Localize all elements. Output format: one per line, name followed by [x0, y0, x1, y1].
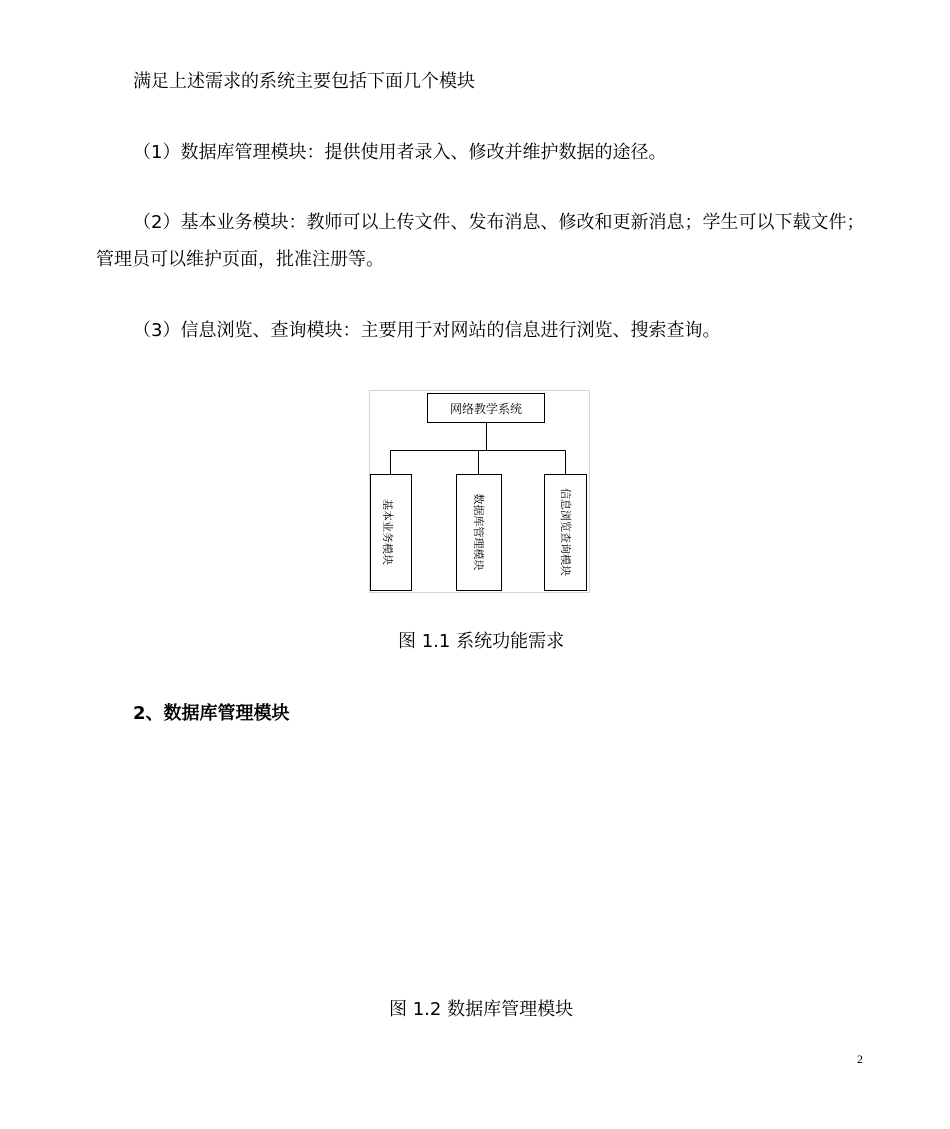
intro-paragraph: 满足上述需求的系统主要包括下面几个模块 [133, 71, 475, 92]
item2-paragraph-line2: 管理员可以维护页面，批准注册等。 [96, 249, 384, 270]
item1-paragraph: （1）数据库管理模块：提供使用者录入、修改并维护数据的途径。 [133, 142, 667, 163]
diagram-root-label: 网络教学系统 [449, 402, 523, 416]
diagram-module-label-business: 基本业务模块 [381, 499, 394, 565]
page-number: 2 [857, 1052, 863, 1066]
section2-heading: 2、数据库管理模块 [133, 703, 290, 724]
diagram-module-label-browse: 信息浏览查询模块 [559, 488, 572, 576]
figure2-caption: 图 1.2 数据库管理模块 [389, 999, 574, 1020]
system-function-diagram [369, 390, 590, 593]
item2-paragraph-line1: （2）基本业务模块：教师可以上传文件、发布消息、修改和更新消息；学生可以下载文件； [133, 212, 865, 233]
figure1-caption: 图 1.1 系统功能需求 [398, 631, 565, 652]
item3-paragraph: （3）信息浏览、查询模块：主要用于对网站的信息进行浏览、搜索查询。 [133, 320, 721, 341]
diagram-module-label-database: 数据库管理模块 [472, 493, 485, 571]
